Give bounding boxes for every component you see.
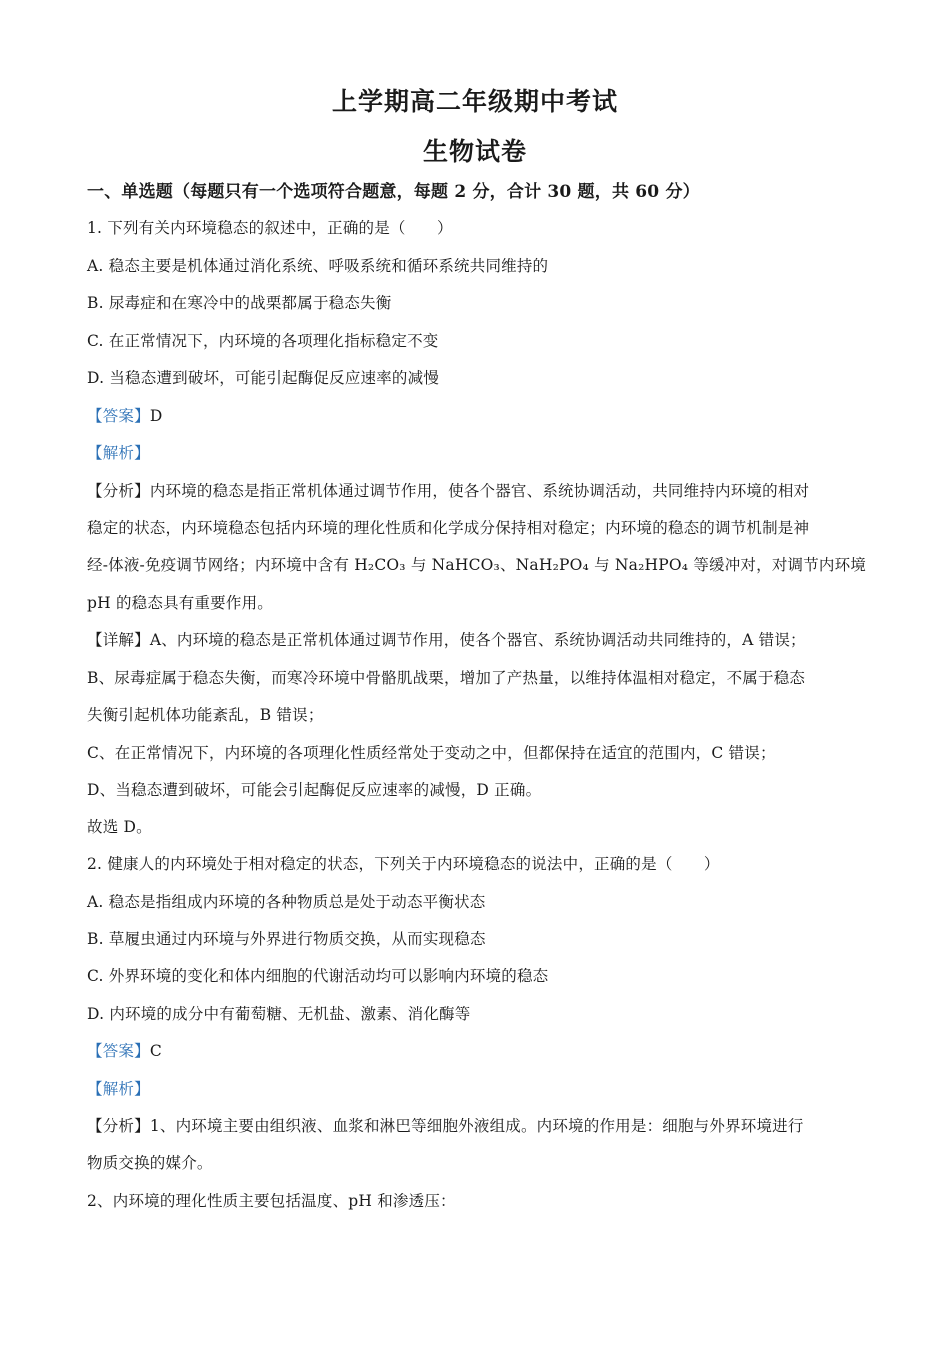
answer-tag: 【答案】 [87,1042,150,1060]
page-subtitle: 生物试卷 [422,137,527,166]
question-1-option-b: B. 尿毒症和在寒冷中的战栗都属于稳态失衡 [87,294,392,312]
fenxi-text: 1、内环境主要由组织液、血浆和淋巴等细胞外液组成。内环境的作用是：细胞与外界环境进行 [149,1117,804,1135]
answer-tag: 【答案】 [87,407,150,425]
question-2-answer [87,1041,867,1061]
question-1-fenxi-line: 稳定的状态，内环境稳态包括内环境的理化性质和化学成分保持相对稳定；内环境的稳态的调节机制是神 [87,519,810,537]
xiangjie-text: A、内环境的稳态是正常机体通过调节作用，使各个器官、系统协调活动共同维持的，A 错误； [149,631,806,649]
question-1-analysis-tag [87,443,867,463]
question-1-xiangjie-line: D、当稳态遭到破坏，可能会引起酶促反应速率的减慢，D 正确。 [87,781,542,799]
question-1-answer [87,406,867,426]
question-1-option-a: A. 稳态主要是机体通过消化系统、呼吸系统和循环系统共同维持的 [87,257,549,275]
analysis-tag: 【解析】 [87,444,150,462]
question-2-fenxi-line: 2、内环境的理化性质主要包括温度、pH 和渗透压： [87,1192,456,1210]
question-1-fenxi-line: pH 的稳态具有重要作用。 [87,594,273,612]
fenxi-tag: 【分析】 [87,482,150,500]
question-2-option-c: C. 外界环境的变化和体内细胞的代谢活动均可以影响内环境的稳态 [87,967,549,985]
question-1-xiangjie-line: C、在正常情况下，内环境的各项理化性质经常处于变动之中，但都保持在适宜的范围内，C 错误； [87,744,776,762]
section-heading: 一、单选题（每题只有一个选项符合题意，每题 2 分，合计 30 题，共 60 分） [87,182,700,202]
question-2-option-d: D. 内环境的成分中有葡萄糖、无机盐、激素、消化酶等 [87,1005,471,1023]
answer-value: D [149,407,163,425]
question-1-conclusion: 故选 D。 [87,818,152,836]
question-2-option-a: A. 稳态是指组成内环境的各种物质总是处于动态平衡状态 [87,893,486,911]
question-2-fenxi-line: 物质交换的媒介。 [87,1154,213,1172]
answer-value: C [149,1042,162,1060]
analysis-tag: 【解析】 [87,1080,150,1098]
question-1-stem: 1. 下列有关内环境稳态的叙述中，正确的是（ ） [87,219,453,237]
question-2-fenxi-line [87,1116,867,1136]
fenxi-text: 内环境的稳态是指正常机体通过调节作用，使各个器官、系统协调活动，共同维持内环境的相对 [149,482,810,500]
question-1-fenxi-line [87,481,867,501]
question-1-xiangjie-line [87,630,867,650]
question-1-xiangjie-line: 失衡引起机体功能紊乱，B 错误； [87,706,324,724]
question-1-xiangjie-line: B、尿毒症属于稳态失衡，而寒冷环境中骨骼肌战栗，增加了产热量，以维持体温相对稳定，不属于稳态 [87,669,806,687]
question-1-fenxi-line: 经-体液-免疫调节网络；内环境中含有 H₂CO₃ 与 NaHCO₃、NaH₂PO₄ 与 Na₂HPO₄ 等缓冲对，对调节内环境 [87,556,867,574]
fenxi-tag: 【分析】 [87,1117,150,1135]
question-2-stem: 2. 健康人的内环境处于相对稳定的状态，下列关于内环境稳态的说法中，正确的是（ ） [87,855,720,873]
page-title: 上学期高二年级期中考试 [331,87,618,116]
question-2-analysis-tag [87,1079,867,1099]
xiangjie-tag: 【详解】 [87,631,150,649]
question-1-option-c: C. 在正常情况下，内环境的各项理化指标稳定不变 [87,332,439,350]
question-2-option-b: B. 草履虫通过内环境与外界进行物质交换，从而实现稳态 [87,930,486,948]
question-1-option-d: D. 当稳态遭到破坏，可能引起酶促反应速率的减慢 [87,369,440,387]
